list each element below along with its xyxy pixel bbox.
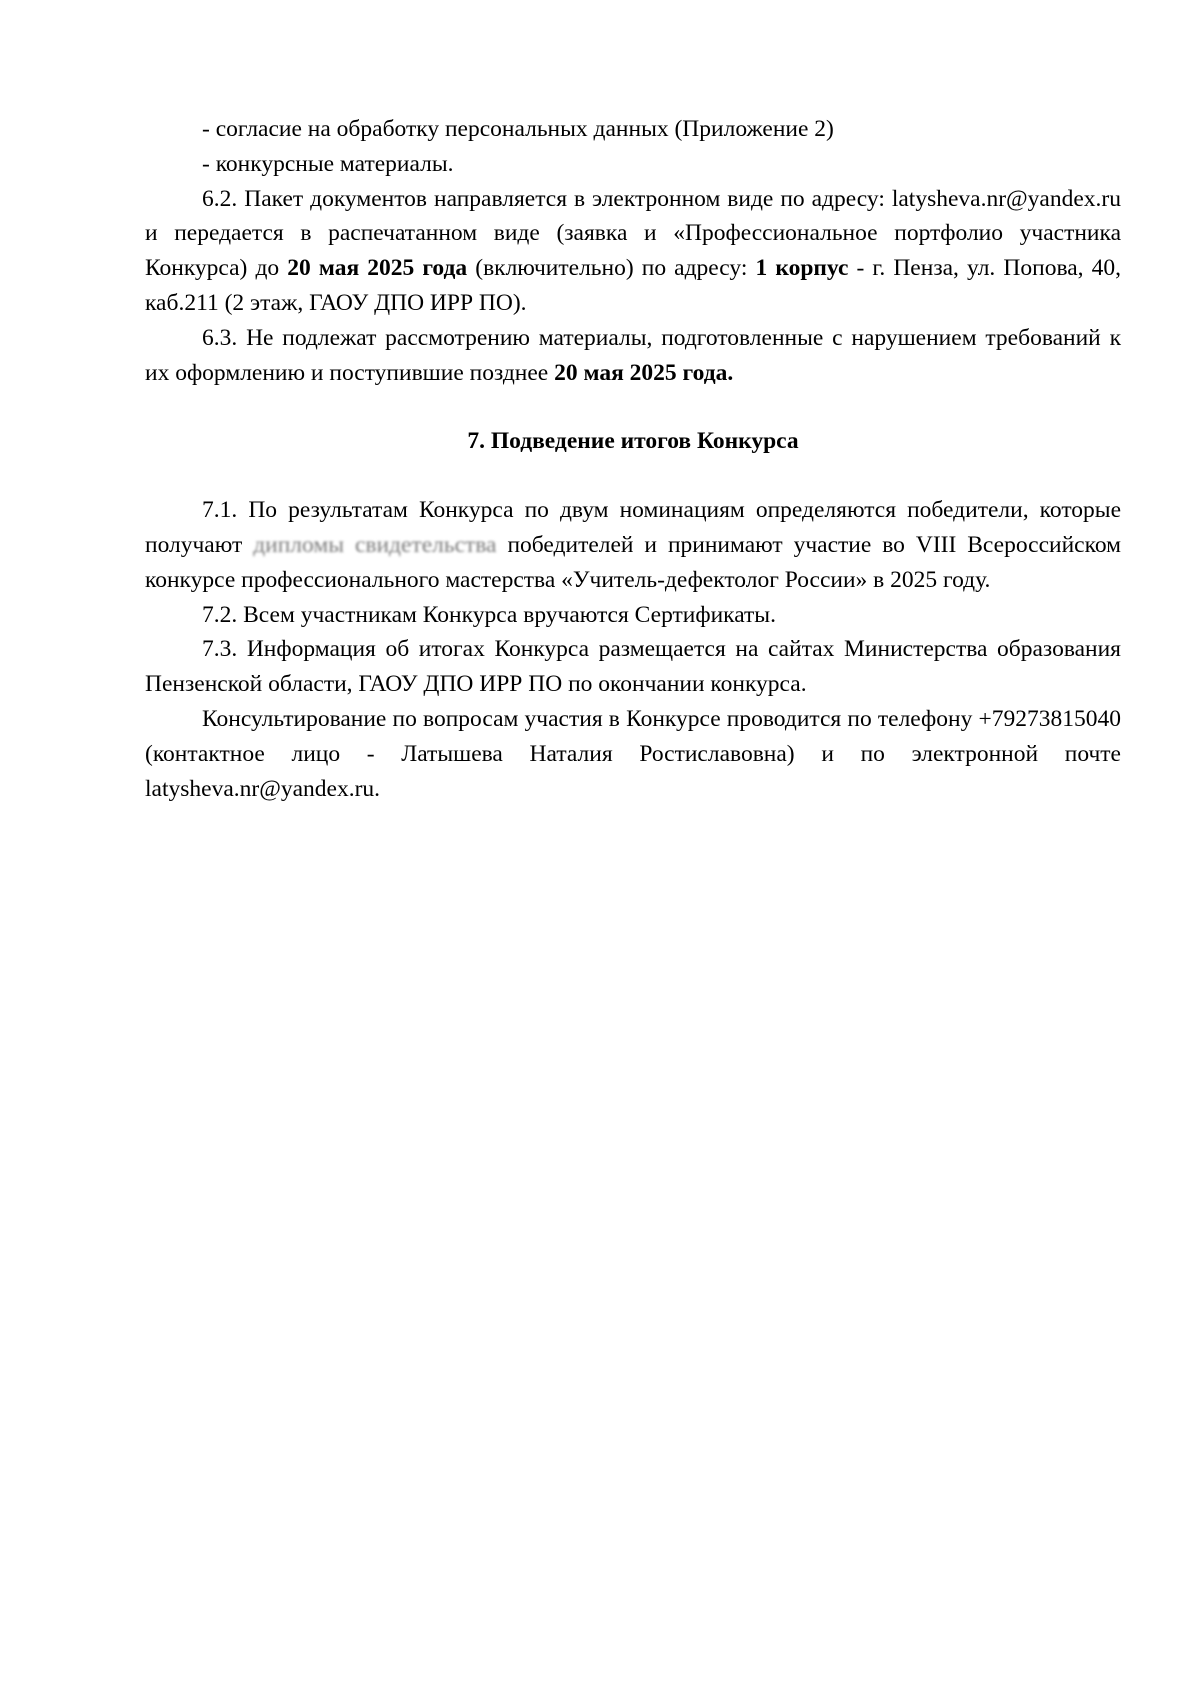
paragraph-6-2-mid: и передается в распечатанном виде (заявка и «Профессиональное портфолио участника Конкурса) до [145, 220, 1121, 282]
list-item-consent: - согласие на обработку персональных данных (Приложение 2) [202, 116, 834, 142]
paragraph-6-2 [145, 182, 1121, 321]
paragraph-7-1-lead: 7.1. По результатам Конкурса по двум номинациям определяются победители, которые получают [145, 497, 1121, 558]
email-link-2[interactable]: latysheva.nr@yandex.ru [145, 775, 375, 802]
paragraph-6-2-lead: 6.2. Пакет документов направляется в электронном виде по адресу: [202, 185, 892, 212]
paragraph-6-2-mid2: (включительно) по адресу: [467, 255, 756, 282]
paragraph-6-3-text: 6.3. Не подлежат рассмотрению материалы, подготовленные с нарушением требований к их оформлению и поступившие позднее [145, 324, 1121, 386]
paragraph-7-1 [145, 493, 1121, 597]
building-label: 1 корпус [755, 255, 849, 282]
consultation-text: Консультирование по вопросам участия в Конкурсе проводится по телефону +79273815040 (контактное лицо - Латышева Наталия Ростиславовна) и по электронной почте [145, 705, 1121, 767]
consultation-end: . [374, 775, 381, 802]
paragraph-consultation [145, 702, 1121, 806]
paragraph-7-1-tail: победителей и принимают участие во VIII Всероссийском конкурсе профессионального мастерства «Учитель-дефектолог России» в 2025 году. [145, 531, 1121, 593]
paragraph-6-3 [145, 321, 1121, 391]
document-page [145, 112, 1121, 806]
deadline-date: 20 мая 2025 года [287, 255, 468, 282]
section-7-heading: 7. Подведение итогов Конкурса [467, 428, 799, 455]
paragraph-6-2-address: - г. Пенза, ул. Попова, 40, каб.211 (2 этаж, ГАОУ ДПО ИРР ПО). [145, 255, 1121, 316]
email-link[interactable]: latysheva.nr@yandex.ru [891, 185, 1121, 212]
paragraph-7-2: 7.2. Всем участникам Конкурса вручаются Сертификаты. [202, 601, 776, 628]
blurred-text: дипломы свидетельства [253, 531, 497, 558]
paragraph-7-3: 7.3. Информация об итогах Конкурса размещается на сайтах Министерства образования Пензенской области, ГАОУ ДПО ИРР ПО по окончании конкурса. [145, 636, 1121, 698]
list-item-materials: - конкурсные материалы. [202, 150, 454, 177]
deadline-date-2: 20 мая 2025 года. [554, 359, 734, 386]
